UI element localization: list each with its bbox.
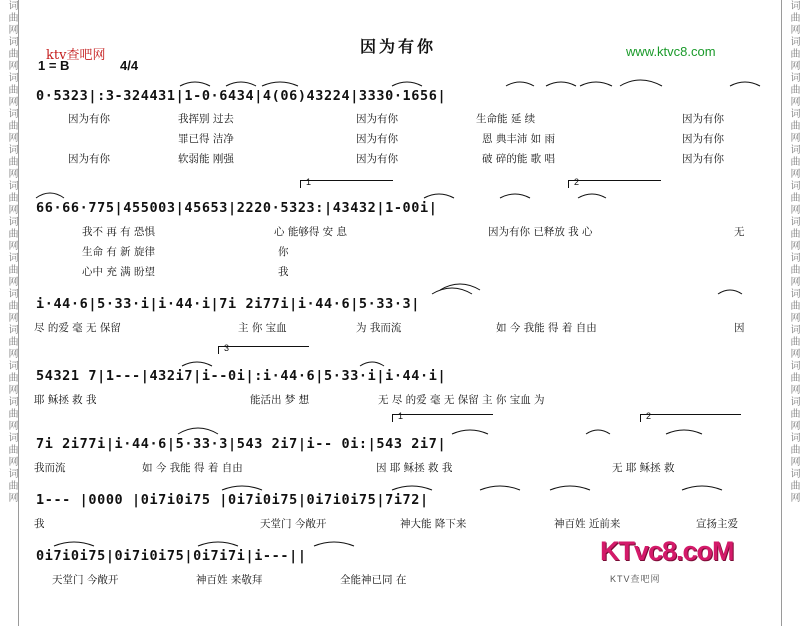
- song-title: 因为有你: [360, 37, 437, 56]
- lyric-line-1-2: 我挥别 过去: [178, 113, 234, 125]
- lyric-line-7-4: 如 今 我能 得 着 自由: [496, 322, 597, 334]
- volta-bracket: 1: [392, 414, 493, 422]
- lyric-line-5-2: 你: [278, 246, 289, 258]
- notation-row-6: 1--- |0000 |0i7i0i75 |0i7i0i75|0i7i0i75|7i72|: [36, 492, 429, 508]
- time-signature: 4/4: [120, 58, 139, 73]
- lyric-line-4-3: 因为有你 已释放 我 心: [488, 226, 593, 238]
- volta-bracket: 2: [640, 414, 741, 422]
- lyric-line-1-3: 因为有你: [356, 113, 398, 125]
- watermark-left: ktv查吧网: [46, 48, 106, 63]
- lyric-line-11-1: 天堂门 今敞开: [52, 574, 119, 586]
- notation-row-3: i·44·6|5·33·i|i·44·i|7i 2i77i|i·44·6|5·33·3|: [36, 296, 421, 312]
- lyric-line-7-5: 因: [734, 322, 745, 334]
- lyric-line-8-1: 耶 稣拯 救 我: [34, 394, 97, 406]
- site-logo: [594, 534, 754, 604]
- lyric-line-8-3: 无 尽 的爱 毫 无 保留 主 你 宝血 为: [378, 394, 545, 406]
- lyric-line-3-4: 破 碎的能 歌 唱: [482, 153, 556, 165]
- lyric-line-7-3: 为 我而流: [356, 322, 402, 334]
- logo-subtext: KTV查吧网: [610, 574, 661, 584]
- right-watermark-strip: 词曲网词曲网词曲网词曲网词曲网词曲网词曲网词曲网词曲网词曲网词曲网词曲网词曲网词曲网: [781, 0, 800, 626]
- lyric-line-10-1: 我: [34, 518, 45, 530]
- lyric-line-9-4: 无 耶 稣拯 救: [612, 462, 675, 474]
- notation-row-5: 7i 2i77i|i·44·6|5·33·3|543 2i7|i-- 0i:|543 2i7|: [36, 436, 447, 452]
- lyric-line-11-2: 神百姓 来敬拜: [196, 574, 263, 586]
- lyric-line-7-2: 主 你 宝血: [238, 322, 287, 334]
- notation-row-4: 54321 7|1---|432i7|i--0i|:i·44·6|5·33·i|i·44·i|: [36, 368, 447, 384]
- lyric-line-1-5: 因为有你: [682, 113, 724, 125]
- watermark-url: www.ktvc8.com: [626, 44, 716, 59]
- lyric-line-2-4: 因为有你: [682, 133, 724, 145]
- lyric-line-2-1: 罪已得 洁净: [178, 133, 234, 145]
- lyric-line-9-3: 因 耶 稣拯 救 我: [376, 462, 453, 474]
- lyric-line-7-1: 尽 的爱 毫 无 保留: [34, 322, 121, 334]
- lyric-line-4-2: 心 能够得 安 息: [274, 226, 348, 238]
- lyric-line-4-1: 我不 再 有 恐惧: [82, 226, 156, 238]
- volta-bracket: 2: [568, 180, 661, 188]
- logo-text: KTvc8.coM: [600, 536, 734, 566]
- lyric-line-6-2: 我: [278, 266, 289, 278]
- lyric-line-9-1: 我而流: [34, 462, 66, 474]
- lyric-line-1-1: 因为有你: [68, 113, 110, 125]
- lyric-line-5-1: 生命 有 新 旋律: [82, 246, 156, 258]
- lyric-line-11-3: 全能神已同 在: [340, 574, 407, 586]
- lyric-line-3-5: 因为有你: [682, 153, 724, 165]
- lyric-line-9-2: 如 今 我能 得 着 自由: [142, 462, 243, 474]
- lyric-line-2-3: 恩 典丰沛 如 雨: [482, 133, 556, 145]
- volta-bracket: 3: [218, 346, 309, 354]
- lyric-line-6-1: 心中 充 满 盼望: [82, 266, 156, 278]
- notation-row-2: 66·66·775|455003|45653|2220·5323:|43432|1-00i|: [36, 200, 438, 216]
- lyric-line-4-4: 无: [734, 226, 745, 238]
- notation-row-1: 0·5323|:3-324431|1-0·6434|4(06)43224|3330·1656|: [36, 88, 447, 104]
- volta-bracket: 1: [300, 180, 393, 188]
- lyric-line-2-2: 因为有你: [356, 133, 398, 145]
- lyric-line-10-5: 宣扬主爱: [696, 518, 738, 530]
- lyric-line-3-2: 软弱能 刚强: [178, 153, 234, 165]
- lyric-line-10-2: 天堂门 今敞开: [260, 518, 327, 530]
- lyric-line-1-4: 生命能 延 续: [476, 113, 536, 125]
- lyric-line-3-3: 因为有你: [356, 153, 398, 165]
- key-signature: 1 = B: [38, 58, 70, 73]
- lyric-line-3-1: 因为有你: [68, 153, 110, 165]
- left-watermark-strip: 词曲网词曲网词曲网词曲网词曲网词曲网词曲网词曲网词曲网词曲网词曲网词曲网词曲网词曲网: [0, 0, 19, 626]
- lyric-line-10-3: 神大能 降下来: [400, 518, 467, 530]
- lyric-line-10-4: 神百姓 近前来: [554, 518, 621, 530]
- lyric-line-8-2: 能活出 梦 想: [250, 394, 310, 406]
- notation-row-7: 0i7i0i75|0i7i0i75|0i7i7i|i---||: [36, 548, 307, 564]
